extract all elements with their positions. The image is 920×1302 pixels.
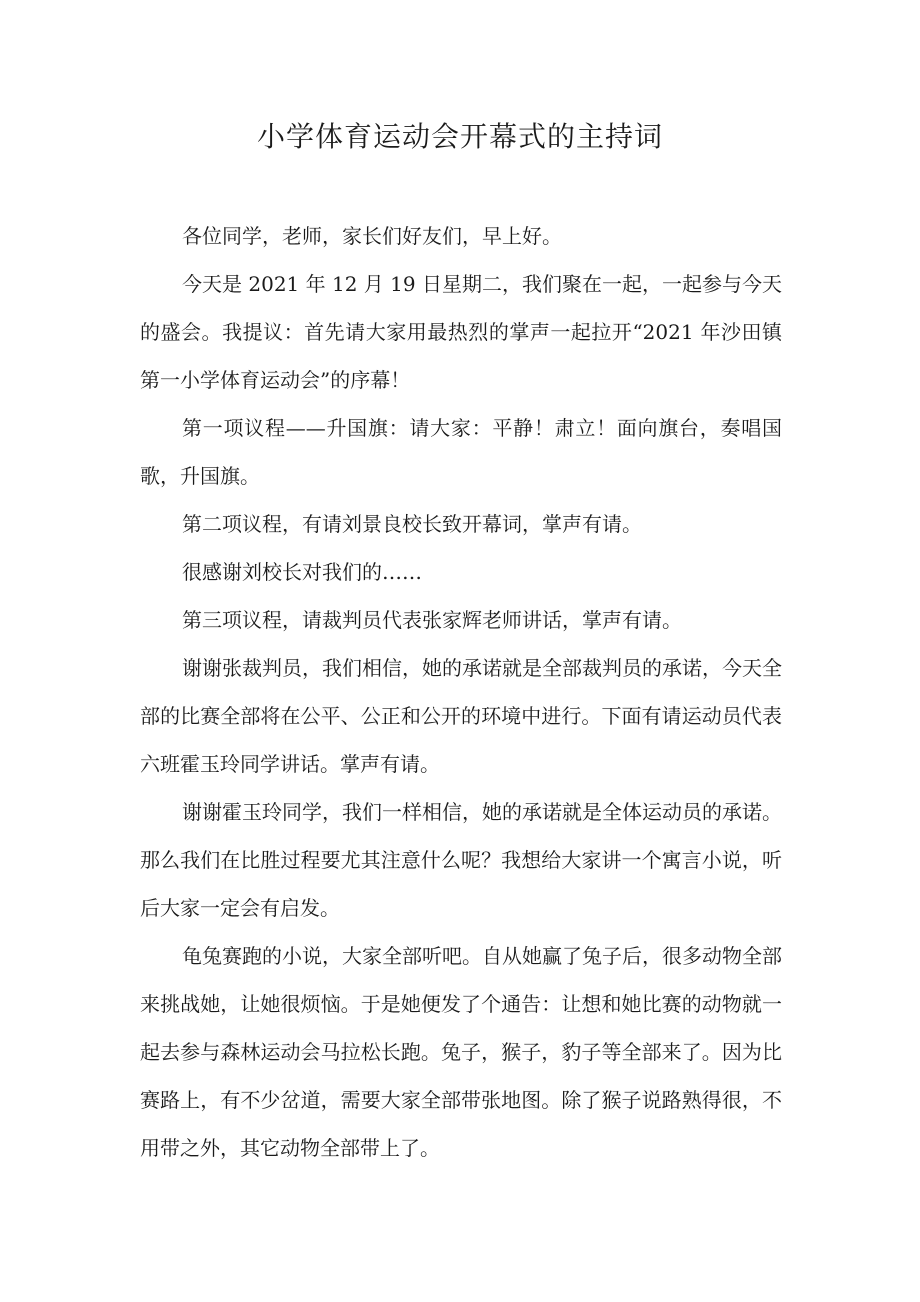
- paragraph-referee-speech: 第三项议程，请裁判员代表张家辉老师讲话，掌声有请。: [182, 608, 682, 632]
- document-body: [140, 212, 782, 1172]
- paragraph-flag-raising: 第一项议程——升国旗：请大家：平静！肃立！面向旗台，奏唱国歌，升国旗。: [140, 416, 782, 488]
- document-title: 小学体育运动会开幕式的主持词: [256, 120, 663, 153]
- paragraph-opening: 今天是 2021 年 12 月 19 日星期二，我们聚在一起，一起参与今天的盛会。我提议：首先请大家用最热烈的掌声一起拉开“2021 年沙田镇第一小学体育运动会”的序幕！: [140, 272, 782, 392]
- paragraph-principal-speech: 第二项议程，有请刘景良校长致开幕词，掌声有请。: [182, 512, 642, 536]
- paragraph-greeting: 各位同学，老师，家长们好友们，早上好。: [182, 224, 562, 248]
- paragraph-thanks-referee: 谢谢张裁判员，我们相信，她的承诺就是全部裁判员的承诺，今天全部的比赛全部将在公平、公正和公开的环境中进行。下面有请运动员代表六班霍玉玲同学讲话。掌声有请。: [140, 656, 782, 776]
- paragraph-fable: 龟兔赛跑的小说，大家全部听吧。自从她赢了兔子后，很多动物全部来挑战她，让她很烦恼。于是她便发了个通告：让想和她比赛的动物就一起去参与森林运动会马拉松长跑。兔子，猴子，豹子等全部来了。因为比赛路上，有不少岔道，需要大家全部带张地图。除了猴子说路熟得很，不用带之外，其它动物全部带上了。: [140, 944, 782, 1160]
- paragraph-thanks-principal: 很感谢刘校长对我们的……: [182, 560, 422, 584]
- paragraph-thanks-athlete: 谢谢霍玉玲同学，我们一样相信，她的承诺就是全体运动员的承诺。那么我们在比胜过程要尤其注意什么呢？我想给大家讲一个寓言小说，听后大家一定会有启发。: [140, 800, 782, 920]
